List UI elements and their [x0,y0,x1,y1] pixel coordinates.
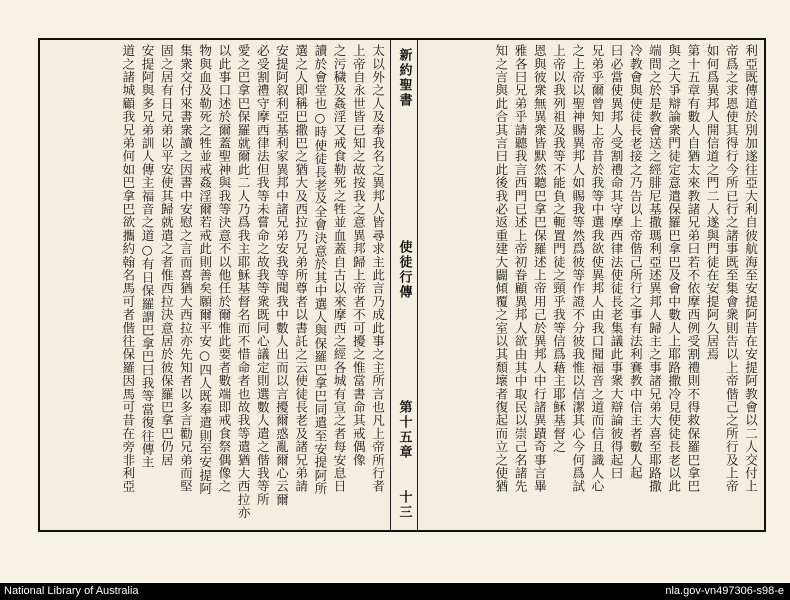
text-column: 雅各曰兄弟乎請聽我言西門已述上帝初眷顧異邦人欲由其中取民以崇己名諸先 [512,44,528,493]
book-spread [38,38,766,532]
text-column: 愛之巴拿巴保羅就爾此二人乃爲我主耶穌基督名而不惜命者也故我等遣猶大西拉亦 [235,44,251,520]
text-column: 以此事口述於爾蓋聖神與我等決意不以他任於爾惟此要者數端即戒食祭偶像之 [216,44,232,493]
text-column: 太以外之人及奉我名之異邦人皆尋求主此言乃成此事之主所言也凡上帝所行者 [370,44,385,493]
text-column: 知之言與此合其言曰此後我必返重建大闢傾覆之室以其頹壞者復起而立之使猶 [493,44,509,493]
text-column: 之污穢及姦淫又戒食勒死之牲並血蓋自古以來摩西之經各城有宣之者每安息日 [331,44,347,493]
library-credit: National Library of Australia [4,585,139,597]
chapter-label: 第十五章 [396,400,412,460]
text-column: 恩與彼衆無異衆皆默然聽巴拿巴保羅述上帝用己於異邦人中行諸異蹟奇事言畢 [531,44,547,493]
text-column: 道之諸城顧我兄弟何如巴拿巴欲攜約翰名馬可者偕往保羅因馬可昔在旁非利亞 [120,44,136,493]
text-column: 安提阿叙利亞基利家異邦中諸兄弟安我等聞我中數人出而以言擾爾惑亂爾心云爾 [273,44,289,506]
item-identifier: nla.gov-vn497306-s98-e [665,585,784,597]
right-page [413,44,760,526]
left-page-text [44,44,387,526]
book-section-title: 使徒行傳 [396,240,412,300]
text-column: 曰必當使異邦人受割禮命其守摩西律法使徒長老集議此事衆大辯論彼得起曰 [608,44,624,480]
text-column: 兄弟乎爾曾知上帝昔於我等中選我欲使異邦人由我口聞福音之道而信且識人心 [589,44,605,493]
text-column: 之上帝以聖神賜異邦人如賜我等然爲彼等作證不分彼我惟以信潔其心今何爲試 [570,44,586,493]
text-column: 帝爲之求恩使其得行今所已行之諸事既至集會衆則告以上帝偕己之所行及上帝 [723,44,739,493]
text-column: 必受割禮守摩西律法但我等未嘗命之故我等衆既同心議定則選數人遣之偕我等所 [254,44,270,506]
text-column: 上帝自永世皆已知之故按我之意異邦歸上帝者不可擾之惟當書命其戒偶像 [350,44,366,467]
text-column: 選之人即稱巴撒巴之猶大及西拉乃兄弟所尊者以書託之云使徒長老及諸兄弟請 [293,44,309,493]
text-column: 第十五章有數人自猶太來教諸兄弟曰若不依摩西例受割禮則不得救保羅巴拿巴 [685,44,701,493]
right-page-text [413,44,760,526]
left-page [44,44,387,526]
text-column: 與之大爭辯論衆門徒定意遣保羅巴拿巴及會中數人上耶路撒冷見使徒長老以此 [666,44,682,493]
text-column: 如何爲異邦人開信道之門二人遂與門徒在安提阿久居焉 [704,44,720,361]
text-column: 冷教會與使徒長老接之乃告以上帝偕己所行之事有法利賽教中信主者數人起 [627,44,643,480]
text-column: 集衆交付來書衆讀之因書中安慰之言而喜猶大西拉亦先知者以多言勸兄弟而堅 [177,44,193,493]
text-column: 物與血及勒死之牲並戒姦淫爾若戒此則善矣願爾平安○四人既奉遣則至安提阿 [197,44,213,496]
page-number: 十三 [396,490,412,520]
book-title: 新約聖書 [396,48,412,108]
text-column: 固之居有日兄弟以平安使其歸就遣之者惟西拉決意居於彼保羅巴拿巴仍居 [158,44,174,467]
text-column: 端問之於是教會送之經腓尼基撒瑪利亞述異邦人歸主之事諸兄弟大喜至耶路撒 [646,44,662,493]
footer-bar [0,583,790,600]
text-column: 讀於會堂也○時使徒長老及全會決意於其中選人與保羅巴拿巴同遣至安提阿所 [312,44,328,496]
text-column: 上帝以我列祖及我等不能負之軛置門徒之頸乎我等信爲藉主耶穌基督之 [550,44,566,454]
text-column: 安提阿與多兄弟訓人傳主福音之道○有日保羅謂巴拿巴曰我等當復往傳主 [139,44,155,469]
text-column: 利亞既傳道於別加遂往亞大利自彼航海至安提阿昔在安提阿教會以二人交付上 [743,44,758,493]
